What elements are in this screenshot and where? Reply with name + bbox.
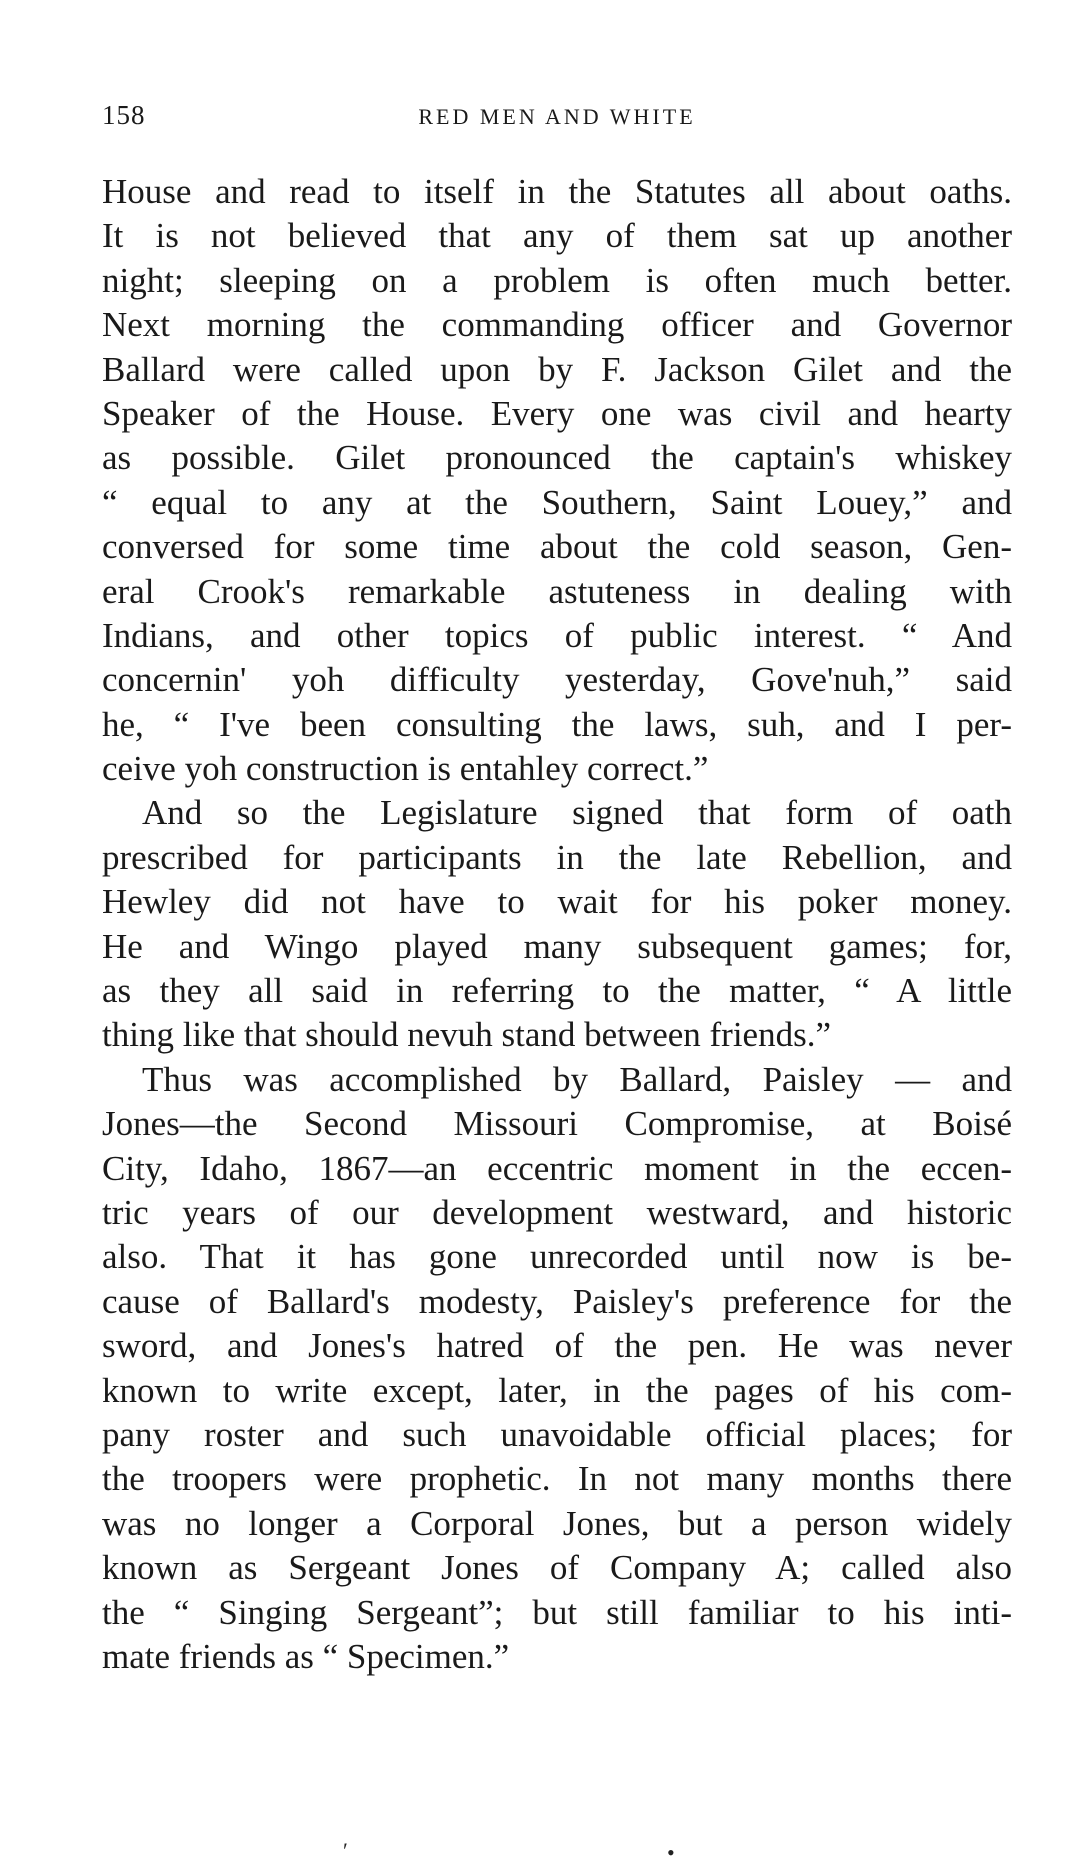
- text-line: tric years of our development westward, and historic: [102, 1192, 1012, 1232]
- text-line: City, Idaho, 1867—an eccentric moment in the eccen-: [102, 1148, 1012, 1188]
- text-line: night; sleeping on a problem is often much better.: [102, 260, 1012, 300]
- text-line: the “ Singing Sergeant”; but still familiar to his inti-: [102, 1592, 1012, 1632]
- paragraph-2: [102, 791, 1012, 1057]
- text-line: eral Crook's remarkable astuteness in dealing with: [102, 571, 1012, 611]
- text-line: as possible. Gilet pronounced the captain's whiskey: [102, 438, 1012, 478]
- text-line: pany roster and such unavoidable official places; for: [102, 1414, 1012, 1454]
- text-line: mate friends as “ Specimen.”: [102, 1636, 510, 1676]
- text-line: Indians, and other topics of public interest. “ And: [102, 615, 1012, 655]
- text-line: Next morning the commanding officer and Governor: [102, 305, 1012, 345]
- text-line: conversed for some time about the cold season, Gen-: [102, 527, 1012, 567]
- paragraph-1: [102, 170, 1012, 791]
- text-line: It is not believed that any of them sat up another: [102, 216, 1012, 256]
- text-line: cause of Ballard's modesty, Paisley's preference for the: [102, 1281, 1012, 1321]
- text-line: known to write except, later, in the pages of his com-: [102, 1370, 1012, 1410]
- text-line: He and Wingo played many subsequent games; for,: [102, 926, 1012, 966]
- text-line: prescribed for participants in the late Rebellion, and: [102, 837, 1012, 877]
- text-line: the troopers were prophetic. In not many months there: [102, 1459, 1012, 1499]
- text-line: And so the Legislature signed that form of oath: [142, 793, 1012, 833]
- print-speck: ′: [343, 1838, 348, 1863]
- text-line: “ equal to any at the Southern, Saint Louey,” and: [102, 482, 1012, 522]
- text-line: Thus was accomplished by Ballard, Paisley — and: [142, 1059, 1012, 1099]
- text-line: Hewley did not have to wait for his poker money.: [102, 882, 1012, 922]
- text-line: ceive yoh construction is entahley correct.”: [102, 749, 709, 789]
- text-line: also. That it has gone unrecorded until now is be-: [102, 1237, 1012, 1277]
- text-line: Jones—the Second Missouri Compromise, at Boisé: [102, 1104, 1012, 1144]
- text-line: sword, and Jones's hatred of the pen. He was never: [102, 1326, 1012, 1366]
- text-line: known as Sergeant Jones of Company A; called also: [102, 1548, 1012, 1588]
- text-line: as they all said in referring to the matter, “ A little: [102, 971, 1012, 1011]
- running-title: RED MEN AND WHITE: [418, 104, 696, 129]
- text-line: thing like that should nevuh stand between friends.”: [102, 1015, 832, 1055]
- page-number: 158: [102, 100, 146, 130]
- text-line: was no longer a Corporal Jones, but a person widely: [102, 1503, 1012, 1543]
- text-line: he, “ I've been consulting the laws, suh, and I per-: [102, 704, 1012, 744]
- text-line: Ballard were called upon by F. Jackson Gilet and the: [102, 349, 1012, 389]
- text-line: House and read to itself in the Statutes all about oaths.: [102, 172, 1012, 211]
- text-line: Speaker of the House. Every one was civil and hearty: [102, 393, 1012, 433]
- text-line: concernin' yoh difficulty yesterday, Gove'nuh,” said: [102, 660, 1012, 700]
- print-speck: •: [667, 1840, 675, 1865]
- paragraph-3: [102, 1058, 1012, 1679]
- body-text: [102, 170, 1012, 1679]
- running-head: [102, 100, 1012, 140]
